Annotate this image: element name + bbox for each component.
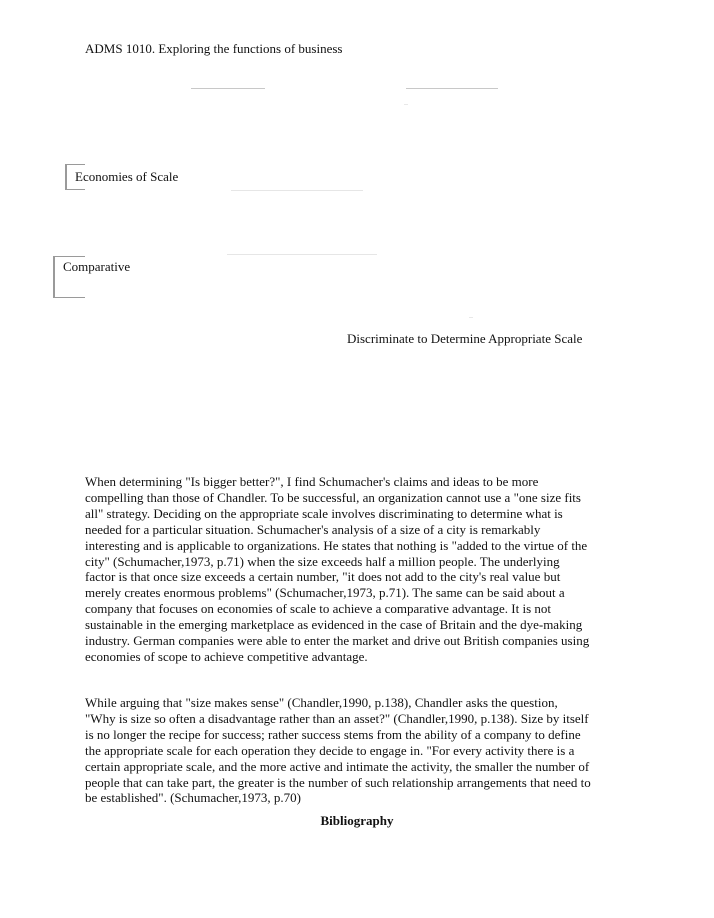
paragraph-1 bbox=[85, 474, 633, 665]
bibliography-heading: Bibliography bbox=[320, 813, 394, 828]
text-line: When determining "Is bigger better?", I find Schumacher's claims and ideas to be more bbox=[85, 474, 539, 489]
text-line: industry. German companies were able to enter the market and drive out British companies using bbox=[85, 633, 590, 649]
course-title: ADMS 1010. Exploring the functions of business bbox=[85, 41, 343, 56]
text-line: is no longer the recipe for success; rather success stems from the ability of a company to define bbox=[85, 726, 581, 742]
text-line: needed for a particular situation. Schumacher's analysis of a size of a city is remarkably bbox=[85, 521, 541, 537]
economies-of-scale-label: Economies of Scale bbox=[75, 169, 179, 184]
text-line: merely creates enormous problems" (Schumacher,1973, p.71). The same can be said about a bbox=[85, 585, 565, 601]
text-line: company that focuses on economies of scale to achieve a comparative advantage. It is not bbox=[85, 601, 552, 617]
text-line: certain appropriate scale, and the more active and intimate the activity, the smaller the number of bbox=[85, 758, 590, 774]
text-line: factor is that once size exceeds a certain number, "it does not add to the city's real value but bbox=[85, 569, 561, 585]
connector-line bbox=[227, 254, 377, 255]
text-line: economies of scope to achieve competitive advantage. bbox=[85, 648, 368, 664]
connector-dot bbox=[404, 104, 408, 105]
connector-dot bbox=[469, 317, 473, 318]
connector-line bbox=[406, 88, 498, 89]
connector-line bbox=[231, 190, 363, 191]
paragraph-2 bbox=[85, 695, 633, 806]
comparative-label: Comparative bbox=[63, 259, 131, 274]
text-line: interesting and is applicable to organizations. He states that nothing is "added to the virtue of the bbox=[85, 537, 588, 553]
text-line: compelling than those of Chandler. To be successful, an organization cannot use a "one size fits bbox=[85, 489, 581, 505]
text-line: While arguing that "size makes sense" (Chandler,1990, p.138), Chandler asks the question, bbox=[85, 695, 558, 710]
discriminate-label: Discriminate to Determine Appropriate Scale bbox=[347, 331, 583, 346]
connector-line bbox=[191, 88, 265, 89]
text-line: sustainable in the emerging marketplace as evidenced in the case of Britain and the dye-making bbox=[85, 617, 583, 633]
text-line: "Why is size so often a disadvantage rather than an asset?" (Chandler,1990, p.138). Size by itself bbox=[85, 710, 589, 726]
text-line: be established". (Schumacher,1973, p.70) bbox=[85, 790, 301, 806]
text-line: the appropriate scale for each operation they decide to engage in. "For every activity there is a bbox=[85, 742, 575, 758]
text-line: all" strategy. Deciding on the appropriate scale involves discriminating to determine what is bbox=[85, 505, 563, 521]
text-line: city" (Schumacher,1973, p.71) when the size exceeds half a million people. The underlying bbox=[85, 553, 560, 569]
text-line: people that can take part, the greater is the number of such relationship arrangements that need to bbox=[85, 774, 591, 790]
